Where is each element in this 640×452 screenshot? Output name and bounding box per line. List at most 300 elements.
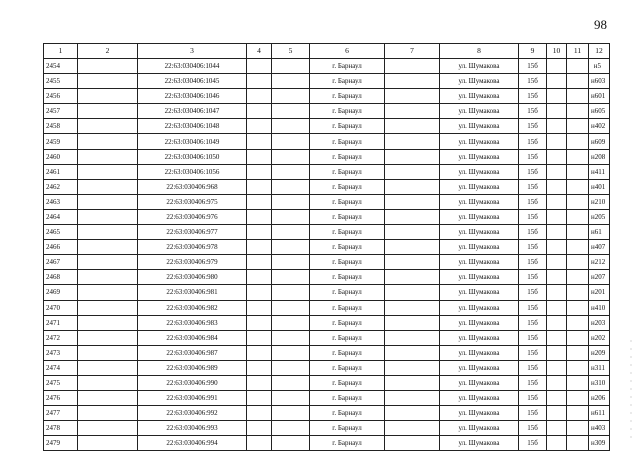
premises-cell: н611 bbox=[589, 406, 610, 421]
empty-cell bbox=[547, 59, 567, 74]
empty-cell bbox=[272, 436, 310, 451]
empty-cell bbox=[547, 119, 567, 134]
empty-cell bbox=[272, 179, 310, 194]
city-cell: г. Барнаул bbox=[310, 134, 385, 149]
empty-cell bbox=[78, 345, 138, 360]
empty-cell bbox=[567, 406, 589, 421]
street-cell: ул. Шумакова bbox=[440, 315, 519, 330]
street-cell: ул. Шумакова bbox=[440, 391, 519, 406]
premises-cell: н407 bbox=[589, 240, 610, 255]
table-row bbox=[44, 330, 610, 345]
house-cell: 15б bbox=[519, 315, 547, 330]
cadastral-number: 22:63:030406:989 bbox=[138, 360, 247, 375]
premises-cell: н201 bbox=[589, 285, 610, 300]
empty-cell bbox=[567, 285, 589, 300]
table-row bbox=[44, 59, 610, 74]
city-cell: г. Барнаул bbox=[310, 164, 385, 179]
empty-cell bbox=[272, 89, 310, 104]
row-number: 2469 bbox=[44, 285, 78, 300]
column-header: 2 bbox=[78, 44, 138, 59]
empty-cell bbox=[247, 421, 272, 436]
street-cell: ул. Шумакова bbox=[440, 194, 519, 209]
empty-cell bbox=[247, 315, 272, 330]
city-cell: г. Барнаул bbox=[310, 421, 385, 436]
cadastral-number: 22:63:030406:979 bbox=[138, 255, 247, 270]
city-cell: г. Барнаул bbox=[310, 360, 385, 375]
empty-cell bbox=[247, 270, 272, 285]
city-cell: г. Барнаул bbox=[310, 345, 385, 360]
empty-cell bbox=[567, 89, 589, 104]
empty-cell bbox=[567, 104, 589, 119]
row-number: 2461 bbox=[44, 164, 78, 179]
empty-cell bbox=[247, 360, 272, 375]
empty-cell bbox=[272, 406, 310, 421]
table-row bbox=[44, 391, 610, 406]
house-cell: 15б bbox=[519, 421, 547, 436]
cadastral-number: 22:63:030406:1048 bbox=[138, 119, 247, 134]
cadastral-number: 22:63:030406:968 bbox=[138, 179, 247, 194]
empty-cell bbox=[272, 209, 310, 224]
street-cell: ул. Шумакова bbox=[440, 59, 519, 74]
empty-cell bbox=[247, 375, 272, 390]
empty-cell bbox=[247, 89, 272, 104]
street-cell: ул. Шумакова bbox=[440, 406, 519, 421]
empty-cell bbox=[567, 391, 589, 406]
house-cell: 15б bbox=[519, 240, 547, 255]
empty-cell bbox=[247, 194, 272, 209]
house-cell: 15б bbox=[519, 285, 547, 300]
empty-cell bbox=[385, 391, 440, 406]
row-number: 2478 bbox=[44, 421, 78, 436]
empty-cell bbox=[385, 285, 440, 300]
premises-cell: н212 bbox=[589, 255, 610, 270]
city-cell: г. Барнаул bbox=[310, 59, 385, 74]
row-number: 2459 bbox=[44, 134, 78, 149]
row-number: 2477 bbox=[44, 406, 78, 421]
empty-cell bbox=[78, 270, 138, 285]
table-row bbox=[44, 270, 610, 285]
empty-cell bbox=[272, 240, 310, 255]
row-number: 2456 bbox=[44, 89, 78, 104]
empty-cell bbox=[567, 270, 589, 285]
empty-cell bbox=[78, 240, 138, 255]
cadastral-number: 22:63:030406:1050 bbox=[138, 149, 247, 164]
empty-cell bbox=[247, 74, 272, 89]
register-table bbox=[43, 43, 610, 451]
empty-cell bbox=[567, 330, 589, 345]
empty-cell bbox=[78, 421, 138, 436]
empty-cell bbox=[547, 164, 567, 179]
empty-cell bbox=[247, 436, 272, 451]
empty-cell bbox=[547, 179, 567, 194]
street-cell: ул. Шумакова bbox=[440, 134, 519, 149]
row-number: 2473 bbox=[44, 345, 78, 360]
table-row bbox=[44, 421, 610, 436]
row-number: 2458 bbox=[44, 119, 78, 134]
row-number: 2468 bbox=[44, 270, 78, 285]
empty-cell bbox=[385, 300, 440, 315]
empty-cell bbox=[272, 375, 310, 390]
empty-cell bbox=[385, 225, 440, 240]
empty-cell bbox=[385, 240, 440, 255]
empty-cell bbox=[385, 375, 440, 390]
premises-cell: н609 bbox=[589, 134, 610, 149]
table-row bbox=[44, 194, 610, 209]
empty-cell bbox=[547, 194, 567, 209]
street-cell: ул. Шумакова bbox=[440, 300, 519, 315]
empty-cell bbox=[547, 391, 567, 406]
empty-cell bbox=[247, 300, 272, 315]
city-cell: г. Барнаул bbox=[310, 149, 385, 164]
house-cell: 15б bbox=[519, 164, 547, 179]
empty-cell bbox=[385, 345, 440, 360]
table-row bbox=[44, 240, 610, 255]
premises-cell: н309 bbox=[589, 436, 610, 451]
empty-cell bbox=[78, 330, 138, 345]
premises-cell: н310 bbox=[589, 375, 610, 390]
empty-cell bbox=[78, 59, 138, 74]
street-cell: ул. Шумакова bbox=[440, 345, 519, 360]
column-header: 8 bbox=[440, 44, 519, 59]
empty-cell bbox=[78, 225, 138, 240]
cadastral-number: 22:63:030406:1044 bbox=[138, 59, 247, 74]
table-row bbox=[44, 375, 610, 390]
empty-cell bbox=[272, 104, 310, 119]
street-cell: ул. Шумакова bbox=[440, 209, 519, 224]
empty-cell bbox=[547, 225, 567, 240]
premises-cell: н605 bbox=[589, 104, 610, 119]
house-cell: 15б bbox=[519, 270, 547, 285]
city-cell: г. Барнаул bbox=[310, 300, 385, 315]
street-cell: ул. Шумакова bbox=[440, 330, 519, 345]
empty-cell bbox=[78, 209, 138, 224]
table-row bbox=[44, 225, 610, 240]
street-cell: ул. Шумакова bbox=[440, 255, 519, 270]
cadastral-number: 22:63:030406:984 bbox=[138, 330, 247, 345]
premises-cell: н402 bbox=[589, 119, 610, 134]
row-number: 2465 bbox=[44, 225, 78, 240]
empty-cell bbox=[272, 315, 310, 330]
table-row bbox=[44, 179, 610, 194]
premises-cell: н208 bbox=[589, 149, 610, 164]
house-cell: 15б bbox=[519, 104, 547, 119]
empty-cell bbox=[385, 134, 440, 149]
empty-cell bbox=[272, 119, 310, 134]
house-cell: 15б bbox=[519, 360, 547, 375]
empty-cell bbox=[78, 360, 138, 375]
empty-cell bbox=[247, 406, 272, 421]
empty-cell bbox=[547, 255, 567, 270]
row-number: 2457 bbox=[44, 104, 78, 119]
empty-cell bbox=[567, 119, 589, 134]
city-cell: г. Барнаул bbox=[310, 89, 385, 104]
cadastral-number: 22:63:030406:1045 bbox=[138, 74, 247, 89]
empty-cell bbox=[567, 421, 589, 436]
empty-cell bbox=[547, 285, 567, 300]
house-cell: 15б bbox=[519, 391, 547, 406]
row-number: 2467 bbox=[44, 255, 78, 270]
empty-cell bbox=[247, 179, 272, 194]
empty-cell bbox=[272, 360, 310, 375]
cadastral-number: 22:63:030406:975 bbox=[138, 194, 247, 209]
street-cell: ул. Шумакова bbox=[440, 225, 519, 240]
table-row bbox=[44, 89, 610, 104]
empty-cell bbox=[247, 149, 272, 164]
empty-cell bbox=[272, 330, 310, 345]
table-row bbox=[44, 285, 610, 300]
empty-cell bbox=[567, 149, 589, 164]
house-cell: 15б bbox=[519, 89, 547, 104]
empty-cell bbox=[567, 255, 589, 270]
empty-cell bbox=[385, 149, 440, 164]
empty-cell bbox=[247, 285, 272, 300]
empty-cell bbox=[547, 315, 567, 330]
empty-cell bbox=[547, 134, 567, 149]
house-cell: 15б bbox=[519, 179, 547, 194]
empty-cell bbox=[272, 59, 310, 74]
street-cell: ул. Шумакова bbox=[440, 436, 519, 451]
table-row bbox=[44, 134, 610, 149]
premises-cell: н311 bbox=[589, 360, 610, 375]
empty-cell bbox=[567, 59, 589, 74]
empty-cell bbox=[567, 134, 589, 149]
empty-cell bbox=[567, 375, 589, 390]
row-number: 2474 bbox=[44, 360, 78, 375]
house-cell: 15б bbox=[519, 225, 547, 240]
city-cell: г. Барнаул bbox=[310, 194, 385, 209]
empty-cell bbox=[547, 209, 567, 224]
street-cell: ул. Шумакова bbox=[440, 240, 519, 255]
premises-cell: н61 bbox=[589, 225, 610, 240]
cadastral-number: 22:63:030406:977 bbox=[138, 225, 247, 240]
empty-cell bbox=[385, 255, 440, 270]
row-number: 2471 bbox=[44, 315, 78, 330]
empty-cell bbox=[272, 391, 310, 406]
empty-cell bbox=[247, 119, 272, 134]
city-cell: г. Барнаул bbox=[310, 330, 385, 345]
column-header: 5 bbox=[272, 44, 310, 59]
empty-cell bbox=[247, 255, 272, 270]
empty-cell bbox=[547, 375, 567, 390]
row-number: 2470 bbox=[44, 300, 78, 315]
empty-cell bbox=[78, 255, 138, 270]
table-header-row bbox=[44, 44, 610, 59]
city-cell: г. Барнаул bbox=[310, 240, 385, 255]
column-header: 1 bbox=[44, 44, 78, 59]
street-cell: ул. Шумакова bbox=[440, 149, 519, 164]
empty-cell bbox=[385, 179, 440, 194]
empty-cell bbox=[247, 209, 272, 224]
column-header: 7 bbox=[385, 44, 440, 59]
street-cell: ул. Шумакова bbox=[440, 375, 519, 390]
city-cell: г. Барнаул bbox=[310, 391, 385, 406]
empty-cell bbox=[567, 194, 589, 209]
row-number: 2479 bbox=[44, 436, 78, 451]
empty-cell bbox=[547, 149, 567, 164]
house-cell: 15б bbox=[519, 300, 547, 315]
house-cell: 15б bbox=[519, 375, 547, 390]
empty-cell bbox=[247, 391, 272, 406]
premises-cell: н206 bbox=[589, 391, 610, 406]
empty-cell bbox=[567, 300, 589, 315]
street-cell: ул. Шумакова bbox=[440, 164, 519, 179]
street-cell: ул. Шумакова bbox=[440, 89, 519, 104]
street-cell: ул. Шумакова bbox=[440, 270, 519, 285]
empty-cell bbox=[567, 164, 589, 179]
premises-cell: н603 bbox=[589, 74, 610, 89]
empty-cell bbox=[272, 255, 310, 270]
empty-cell bbox=[567, 436, 589, 451]
row-number: 2463 bbox=[44, 194, 78, 209]
empty-cell bbox=[385, 270, 440, 285]
city-cell: г. Барнаул bbox=[310, 406, 385, 421]
empty-cell bbox=[78, 315, 138, 330]
empty-cell bbox=[272, 300, 310, 315]
cadastral-number: 22:63:030406:992 bbox=[138, 406, 247, 421]
premises-cell: н403 bbox=[589, 421, 610, 436]
premises-cell: н210 bbox=[589, 194, 610, 209]
empty-cell bbox=[272, 134, 310, 149]
street-cell: ул. Шумакова bbox=[440, 74, 519, 89]
table-row bbox=[44, 300, 610, 315]
house-cell: 15б bbox=[519, 209, 547, 224]
house-cell: 15б bbox=[519, 134, 547, 149]
city-cell: г. Барнаул bbox=[310, 179, 385, 194]
table-row bbox=[44, 149, 610, 164]
street-cell: ул. Шумакова bbox=[440, 360, 519, 375]
table-row bbox=[44, 104, 610, 119]
row-number: 2472 bbox=[44, 330, 78, 345]
table-row bbox=[44, 406, 610, 421]
table-row bbox=[44, 209, 610, 224]
column-header: 3 bbox=[138, 44, 247, 59]
premises-cell: н202 bbox=[589, 330, 610, 345]
empty-cell bbox=[385, 436, 440, 451]
cadastral-number: 22:63:030406:983 bbox=[138, 315, 247, 330]
cadastral-number: 22:63:030406:987 bbox=[138, 345, 247, 360]
street-cell: ул. Шумакова bbox=[440, 421, 519, 436]
cadastral-number: 22:63:030406:981 bbox=[138, 285, 247, 300]
city-cell: г. Барнаул bbox=[310, 436, 385, 451]
empty-cell bbox=[272, 74, 310, 89]
row-number: 2464 bbox=[44, 209, 78, 224]
empty-cell bbox=[247, 330, 272, 345]
city-cell: г. Барнаул bbox=[310, 375, 385, 390]
table-row bbox=[44, 436, 610, 451]
empty-cell bbox=[78, 300, 138, 315]
premises-cell: н205 bbox=[589, 209, 610, 224]
empty-cell bbox=[385, 89, 440, 104]
premises-cell: н410 bbox=[589, 300, 610, 315]
empty-cell bbox=[385, 194, 440, 209]
empty-cell bbox=[272, 421, 310, 436]
premises-cell: н401 bbox=[589, 179, 610, 194]
row-number: 2476 bbox=[44, 391, 78, 406]
column-header: 12 bbox=[589, 44, 610, 59]
cadastral-number: 22:63:030406:994 bbox=[138, 436, 247, 451]
cadastral-number: 22:63:030406:976 bbox=[138, 209, 247, 224]
street-cell: ул. Шумакова bbox=[440, 119, 519, 134]
empty-cell bbox=[78, 164, 138, 179]
row-number: 2460 bbox=[44, 149, 78, 164]
cadastral-number: 22:63:030406:993 bbox=[138, 421, 247, 436]
cadastral-number: 22:63:030406:980 bbox=[138, 270, 247, 285]
city-cell: г. Барнаул bbox=[310, 270, 385, 285]
house-cell: 15б bbox=[519, 436, 547, 451]
city-cell: г. Барнаул bbox=[310, 315, 385, 330]
cadastral-number: 22:63:030406:991 bbox=[138, 391, 247, 406]
empty-cell bbox=[547, 345, 567, 360]
empty-cell bbox=[78, 89, 138, 104]
table-row bbox=[44, 360, 610, 375]
column-header: 10 bbox=[547, 44, 567, 59]
row-number: 2466 bbox=[44, 240, 78, 255]
empty-cell bbox=[385, 59, 440, 74]
empty-cell bbox=[78, 134, 138, 149]
table-row bbox=[44, 255, 610, 270]
empty-cell bbox=[272, 194, 310, 209]
house-cell: 15б bbox=[519, 149, 547, 164]
empty-cell bbox=[78, 179, 138, 194]
empty-cell bbox=[547, 104, 567, 119]
house-cell: 15б bbox=[519, 345, 547, 360]
empty-cell bbox=[78, 285, 138, 300]
table-row bbox=[44, 164, 610, 179]
empty-cell bbox=[385, 119, 440, 134]
house-cell: 15б bbox=[519, 406, 547, 421]
empty-cell bbox=[547, 89, 567, 104]
cadastral-number: 22:63:030406:990 bbox=[138, 375, 247, 390]
cadastral-number: 22:63:030406:1049 bbox=[138, 134, 247, 149]
empty-cell bbox=[385, 360, 440, 375]
premises-cell: н5 bbox=[589, 59, 610, 74]
city-cell: г. Барнаул bbox=[310, 209, 385, 224]
table-row bbox=[44, 119, 610, 134]
house-cell: 15б bbox=[519, 194, 547, 209]
column-header: 4 bbox=[247, 44, 272, 59]
empty-cell bbox=[247, 104, 272, 119]
empty-cell bbox=[547, 270, 567, 285]
row-number: 2462 bbox=[44, 179, 78, 194]
empty-cell bbox=[547, 360, 567, 375]
street-cell: ул. Шумакова bbox=[440, 104, 519, 119]
empty-cell bbox=[272, 270, 310, 285]
house-cell: 15б bbox=[519, 330, 547, 345]
empty-cell bbox=[547, 406, 567, 421]
table-row bbox=[44, 315, 610, 330]
empty-cell bbox=[272, 345, 310, 360]
house-cell: 15б bbox=[519, 59, 547, 74]
empty-cell bbox=[78, 119, 138, 134]
house-cell: 15б bbox=[519, 255, 547, 270]
premises-cell: н209 bbox=[589, 345, 610, 360]
empty-cell bbox=[547, 421, 567, 436]
cadastral-number: 22:63:030406:1047 bbox=[138, 104, 247, 119]
city-cell: г. Барнаул bbox=[310, 255, 385, 270]
row-number: 2454 bbox=[44, 59, 78, 74]
row-number: 2455 bbox=[44, 74, 78, 89]
empty-cell bbox=[247, 59, 272, 74]
empty-cell bbox=[78, 391, 138, 406]
house-cell: 15б bbox=[519, 74, 547, 89]
table-row bbox=[44, 74, 610, 89]
scan-edge-marks bbox=[630, 340, 632, 440]
empty-cell bbox=[567, 179, 589, 194]
column-header: 6 bbox=[310, 44, 385, 59]
empty-cell bbox=[385, 330, 440, 345]
city-cell: г. Барнаул bbox=[310, 74, 385, 89]
empty-cell bbox=[247, 240, 272, 255]
